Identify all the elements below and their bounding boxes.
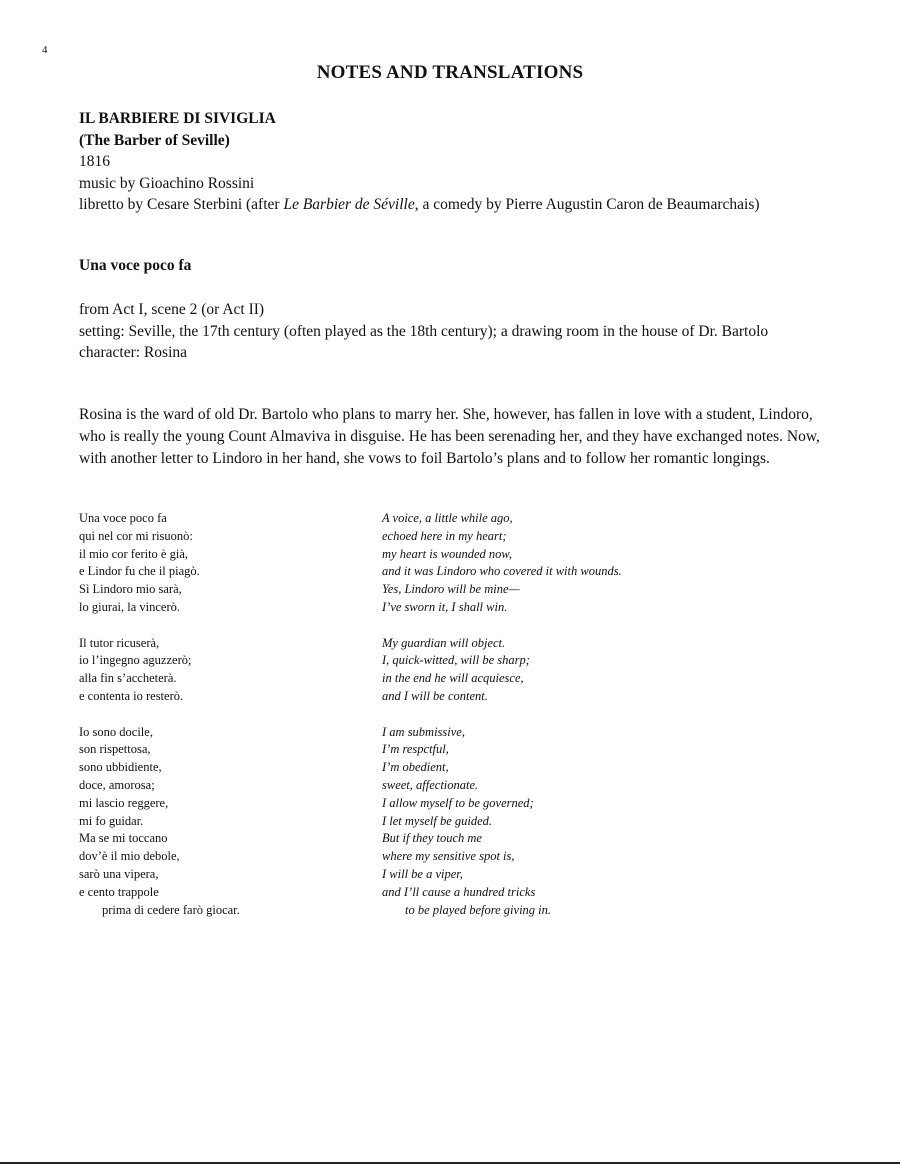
italian-line: Sì Lindoro mio sarà, bbox=[79, 582, 182, 597]
italian-line: e contenta io resterò. bbox=[79, 688, 184, 703]
english-line: I am submissive, bbox=[382, 724, 465, 739]
english-line: My guardian will object. bbox=[382, 635, 506, 650]
italian-line: son rispettosa, bbox=[79, 742, 151, 757]
opera-libretto bbox=[79, 194, 839, 216]
english-line: But if they touch me bbox=[382, 831, 482, 846]
english-line: to be played before giving in. bbox=[405, 902, 552, 917]
italian-line: mi lascio reggere, bbox=[79, 795, 169, 810]
english-line: A voice, a little while ago, bbox=[382, 511, 513, 525]
english-stanza-3 bbox=[382, 724, 802, 920]
aria-source: from Act I, scene 2 (or Act II) bbox=[79, 301, 265, 318]
english-line: I, quick-witted, will be sharp; bbox=[382, 653, 530, 668]
italian-stanza-2 bbox=[79, 635, 369, 706]
aria-character: character: Rosina bbox=[79, 344, 188, 361]
italian-text-column bbox=[79, 510, 369, 937]
italian-line: sarò una vipera, bbox=[79, 866, 159, 881]
english-line: in the end he will acquiesce, bbox=[382, 671, 524, 686]
english-stanza-2 bbox=[382, 635, 802, 706]
english-line: where my sensitive spot is, bbox=[382, 849, 515, 864]
english-line: I’m respctful, bbox=[382, 742, 449, 757]
english-line: Yes, Lindoro will be mine— bbox=[382, 582, 520, 597]
italian-line: prima di cedere farò giocar. bbox=[102, 902, 240, 917]
english-stanza-1 bbox=[382, 510, 802, 617]
english-line: I let myself be guided. bbox=[382, 813, 493, 828]
italian-line: Io sono docile, bbox=[79, 724, 153, 739]
english-line: my heart is wounded now, bbox=[382, 546, 512, 561]
italian-line: mi fo guidar. bbox=[79, 813, 144, 828]
page-heading: NOTES AND TRANSLATIONS bbox=[316, 62, 584, 83]
english-line: I will be a viper, bbox=[382, 866, 463, 881]
english-line: sweet, affectionate. bbox=[382, 777, 479, 792]
english-line: and it was Lindoro who covered it with wounds. bbox=[382, 564, 622, 579]
scene-info bbox=[79, 299, 839, 364]
italian-line: e cento trappole bbox=[79, 884, 159, 899]
italian-line: qui nel cor mi risuonò: bbox=[79, 528, 193, 543]
opera-year: 1816 bbox=[79, 153, 110, 170]
italian-line: il mio cor ferito è già, bbox=[79, 546, 188, 561]
english-line: I’ve sworn it, I shall win. bbox=[382, 599, 508, 614]
libretto-source-work: Le Barbier de Séville bbox=[283, 196, 415, 213]
italian-line: alla fin s’accheterà. bbox=[79, 671, 177, 686]
italian-stanza-1 bbox=[79, 510, 369, 617]
page-number: 4 bbox=[42, 44, 48, 56]
opera-subtitle: (The Barber of Seville) bbox=[79, 131, 230, 149]
italian-line: doce, amorosa; bbox=[79, 777, 155, 792]
opera-title: IL BARBIERE DI SIVIGLIA bbox=[79, 110, 276, 127]
english-line: echoed here in my heart; bbox=[382, 528, 507, 543]
italian-line: Una voce poco fa bbox=[79, 511, 167, 525]
aria-setting: setting: Seville, the 17th century (often played as the 18th century); a drawing room in the house of Dr. Bartolo bbox=[79, 322, 769, 340]
italian-line: io l’ingegno aguzzerò; bbox=[79, 653, 192, 668]
synopsis-paragraph: Rosina is the ward of old Dr. Bartolo who plans to marry her. She, however, has fallen in love with a student, Lindoro, who is really the young Count Almaviva in disguise. He has been serenading her, and they have exchanged notes. Now, with another letter to Lindoro in her hand, she vows to foil Bartolo’s plans and to follow her romantic longings. bbox=[79, 406, 820, 467]
italian-line: Ma se mi toccano bbox=[79, 831, 168, 846]
english-line: I allow myself to be governed; bbox=[382, 795, 534, 810]
italian-line: e Lindor fu che il piagò. bbox=[79, 564, 200, 579]
libretto-suffix: , a comedy by Pierre Augustin Caron de Beaumarchais) bbox=[414, 196, 760, 213]
italian-line: lo giurai, la vincerò. bbox=[79, 599, 181, 614]
italian-line: Il tutor ricuserà, bbox=[79, 635, 160, 650]
opera-composer: music by Gioachino Rossini bbox=[79, 174, 255, 192]
italian-line: dov’è il mio debole, bbox=[79, 849, 180, 864]
opera-info bbox=[79, 108, 839, 216]
english-line: I’m obedient, bbox=[382, 760, 449, 775]
italian-stanza-3 bbox=[79, 724, 369, 920]
english-translation-column bbox=[382, 510, 802, 937]
english-line: and I will be content. bbox=[382, 688, 488, 703]
italian-line: sono ubbidiente, bbox=[79, 760, 162, 775]
libretto-prefix: libretto by Cesare Sterbini (after bbox=[79, 196, 284, 213]
english-line: and I’ll cause a hundred tricks bbox=[382, 884, 536, 899]
aria-title: Una voce poco fa bbox=[79, 257, 192, 274]
